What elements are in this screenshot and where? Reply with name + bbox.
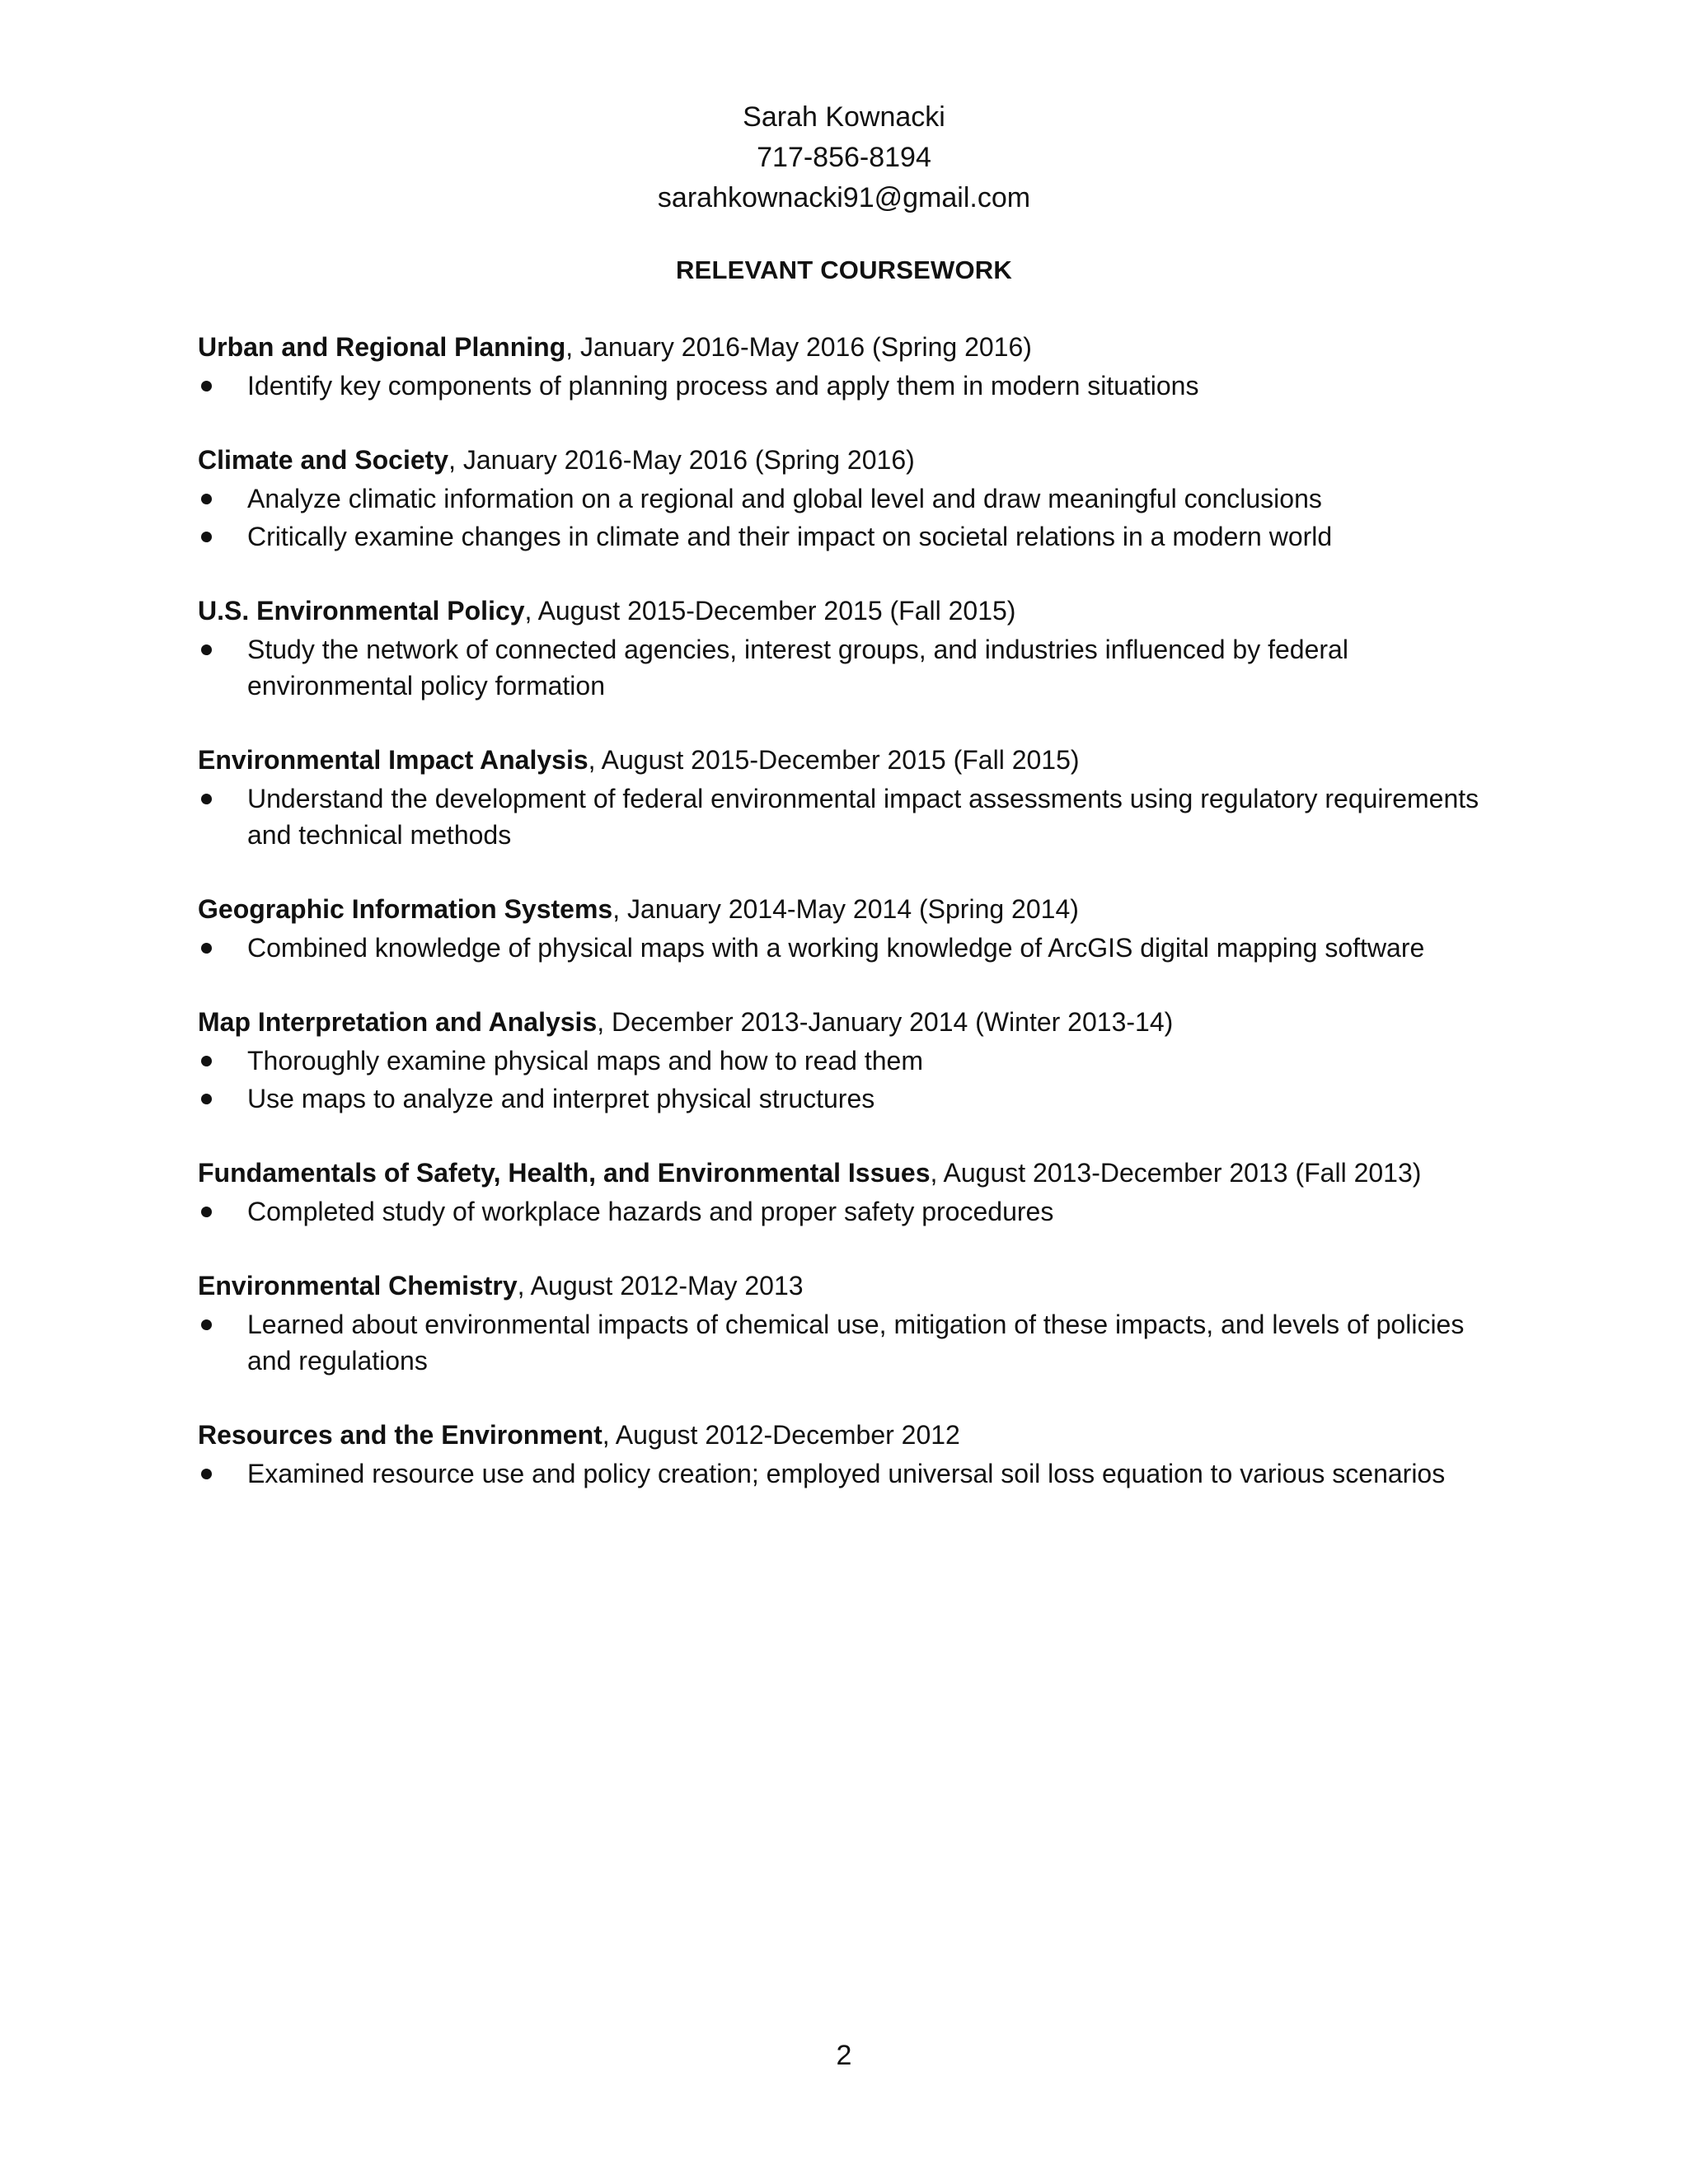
course-heading	[198, 741, 1484, 779]
bullet-text: Learned about environmental impacts of chemical use, mitigation of these impacts, and levels of policies and regulations	[247, 1310, 1465, 1376]
course-name: Geographic Information Systems	[198, 894, 613, 924]
course-heading	[198, 1416, 1484, 1454]
course-bullets	[198, 1455, 1484, 1492]
course-bullets	[198, 1193, 1484, 1230]
bullet-icon	[201, 1319, 212, 1330]
course-dates: , August 2012-December 2012	[602, 1420, 960, 1450]
course-heading	[198, 1003, 1484, 1041]
bullet-icon	[201, 644, 212, 655]
bullet-item	[198, 631, 1484, 704]
bullet-item	[198, 1306, 1484, 1379]
coursework-list	[198, 328, 1484, 1529]
bullet-item	[198, 780, 1484, 853]
course-name: Environmental Chemistry	[198, 1271, 518, 1301]
bullet-icon	[201, 1094, 212, 1104]
bullet-item	[198, 1043, 1484, 1079]
bullet-text: Completed study of workplace hazards and proper safety procedures	[247, 1197, 1054, 1226]
bullet-item	[198, 930, 1484, 966]
bullet-icon	[201, 943, 212, 954]
course-entry	[198, 328, 1484, 404]
course-entry	[198, 741, 1484, 853]
course-dates: , August 2015-December 2015 (Fall 2015)	[588, 745, 1080, 775]
course-dates: , January 2016-May 2016 (Spring 2016)	[565, 332, 1032, 362]
course-heading	[198, 1154, 1484, 1192]
bullet-icon	[201, 1207, 212, 1217]
bullet-text: Thoroughly examine physical maps and how to read them	[247, 1046, 923, 1076]
course-heading	[198, 328, 1484, 366]
bullet-text: Analyze climatic information on a regional and global level and draw meaningful conclusions	[247, 484, 1322, 513]
bullet-icon	[201, 794, 212, 804]
course-bullets	[198, 930, 1484, 966]
bullet-icon	[201, 1056, 212, 1066]
phone-number: 717-856-8194	[757, 142, 931, 173]
course-heading	[198, 592, 1484, 630]
course-bullets	[198, 480, 1484, 555]
course-entry	[198, 890, 1484, 966]
bullet-text: Understand the development of federal environmental impact assessments using regulatory requirements and technical methods	[247, 784, 1479, 850]
course-bullets	[198, 1306, 1484, 1379]
email-address: sarahkownacki91@gmail.com	[657, 182, 1031, 213]
bullet-item	[198, 1193, 1484, 1230]
bullet-text: Examined resource use and policy creation; employed universal soil loss equation to various scenarios	[247, 1459, 1446, 1488]
course-dates: , August 2015-December 2015 (Fall 2015)	[524, 596, 1016, 626]
bullet-item	[198, 368, 1484, 404]
contact-header	[0, 97, 1688, 218]
course-entry	[198, 1003, 1484, 1117]
course-entry	[198, 1154, 1484, 1230]
course-heading	[198, 1267, 1484, 1305]
course-name: Environmental Impact Analysis	[198, 745, 588, 775]
applicant-name: Sarah Kownacki	[743, 101, 945, 133]
bullet-item	[198, 1455, 1484, 1492]
bullet-icon	[201, 532, 212, 542]
course-entry	[198, 441, 1484, 555]
course-bullets	[198, 780, 1484, 853]
course-name: Climate and Society	[198, 445, 449, 475]
course-entry	[198, 1267, 1484, 1379]
course-name: Urban and Regional Planning	[198, 332, 566, 362]
course-dates: , August 2012-May 2013	[517, 1271, 804, 1301]
bullet-text: Use maps to analyze and interpret physical structures	[247, 1084, 875, 1113]
bullet-text: Study the network of connected agencies, interest groups, and industries influenced by federal environmental policy formation	[247, 635, 1348, 701]
course-entry	[198, 592, 1484, 704]
bullet-text: Critically examine changes in climate and their impact on societal relations in a modern world	[247, 522, 1333, 551]
bullet-item	[198, 1080, 1484, 1117]
course-dates: , January 2016-May 2016 (Spring 2016)	[448, 445, 915, 475]
bullet-text: Combined knowledge of physical maps with a working knowledge of ArcGIS digital mapping software	[247, 933, 1425, 963]
bullet-icon	[201, 494, 212, 504]
course-name: Fundamentals of Safety, Health, and Environmental Issues	[198, 1158, 931, 1188]
course-dates: , December 2013-January 2014 (Winter 2013-14)	[597, 1007, 1174, 1037]
bullet-icon	[201, 1469, 212, 1479]
section-title: RELEVANT COURSEWORK	[676, 255, 1012, 284]
course-bullets	[198, 1043, 1484, 1117]
bullet-text: Identify key components of planning process and apply them in modern situations	[247, 371, 1199, 401]
course-bullets	[198, 631, 1484, 704]
course-heading	[198, 890, 1484, 928]
bullet-icon	[201, 381, 212, 391]
course-entry	[198, 1416, 1484, 1492]
course-dates: , August 2013-December 2013 (Fall 2013)	[930, 1158, 1422, 1188]
course-heading	[198, 441, 1484, 479]
course-dates: , January 2014-May 2014 (Spring 2014)	[612, 894, 1079, 924]
course-name: U.S. Environmental Policy	[198, 596, 525, 626]
course-bullets	[198, 368, 1484, 404]
page-number: 2	[836, 2040, 852, 2071]
course-name: Resources and the Environment	[198, 1420, 603, 1450]
bullet-item	[198, 480, 1484, 517]
bullet-item	[198, 518, 1484, 555]
course-name: Map Interpretation and Analysis	[198, 1007, 598, 1037]
